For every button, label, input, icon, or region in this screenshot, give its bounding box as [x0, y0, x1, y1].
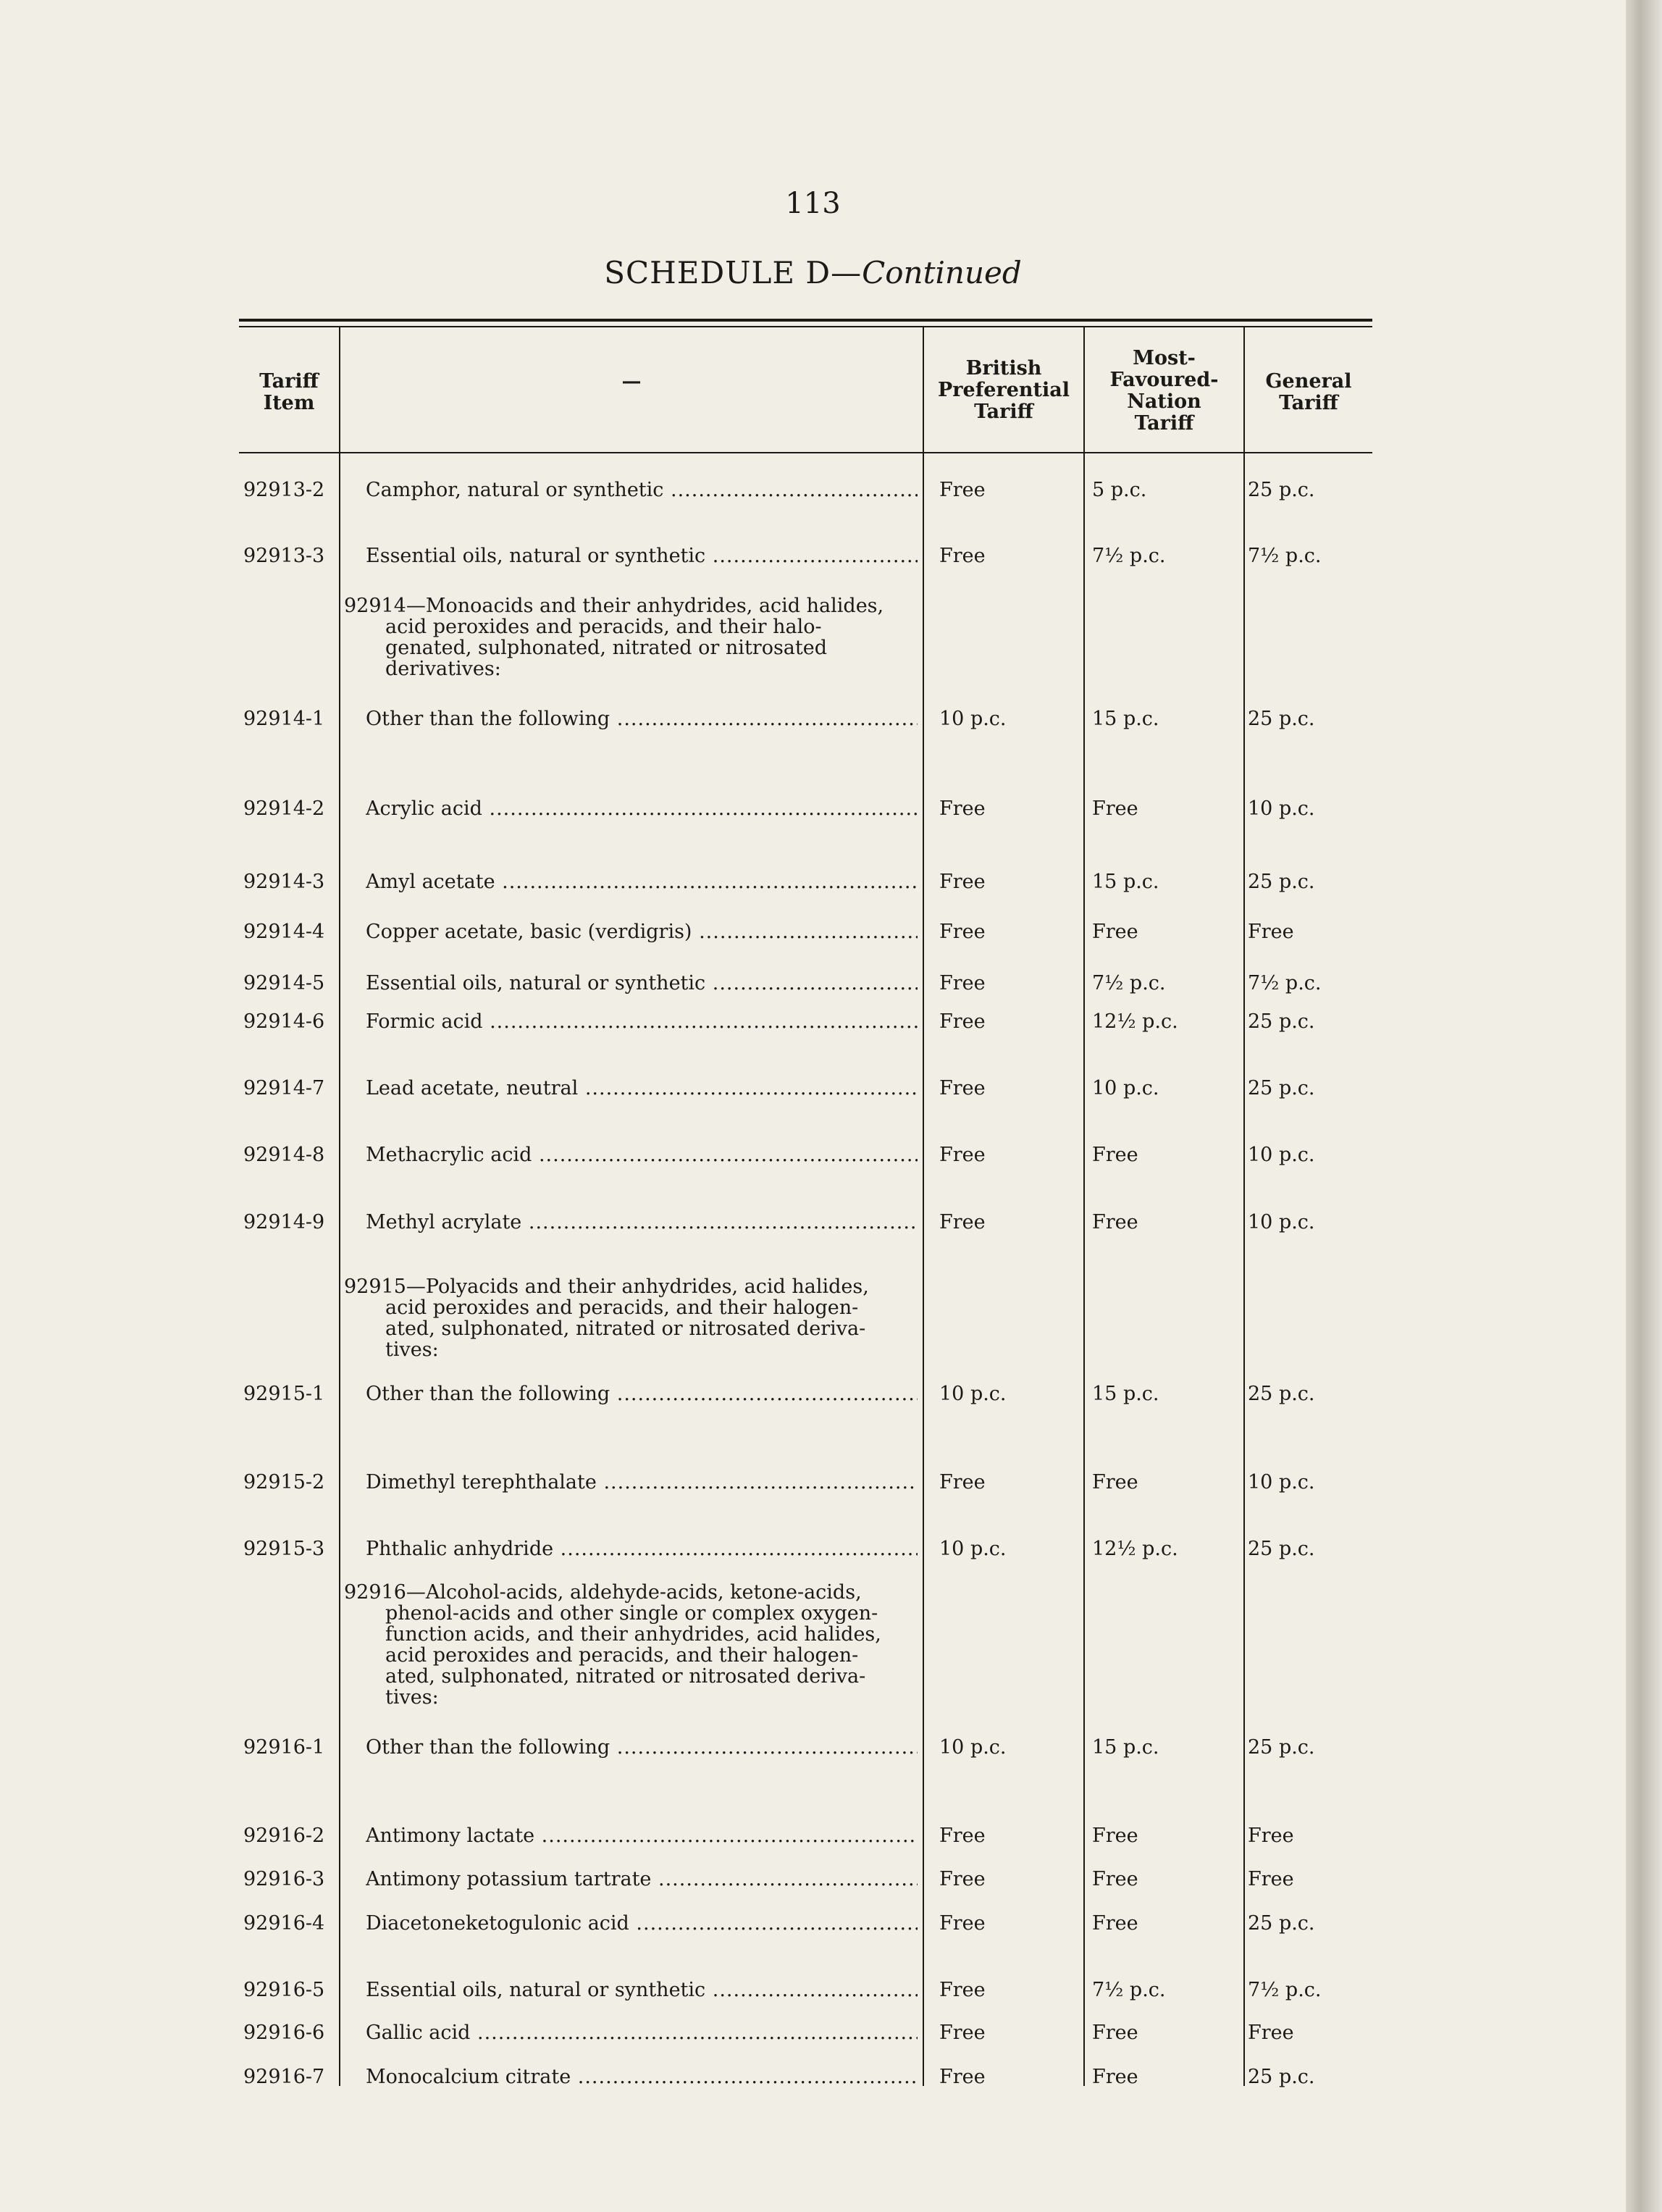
british-preferential-rate: Free [939, 1010, 986, 1033]
general-rate: 25 p.c. [1248, 1538, 1315, 1560]
mfn-rate: 12½ p.c. [1092, 1010, 1178, 1033]
schedule-title-main: SCHEDULE D— [604, 255, 863, 290]
tariff-item-number: 92914-6 [243, 1010, 325, 1033]
general-rate: 25 p.c. [1248, 708, 1315, 730]
mfn-rate: 7½ p.c. [1092, 972, 1166, 994]
tariff-item-number: 92915-3 [243, 1538, 325, 1560]
mfn-rate: 5 p.c. [1092, 479, 1147, 501]
british-preferential-rate: Free [939, 2066, 986, 2088]
general-rate: 7½ p.c. [1248, 545, 1322, 567]
tariff-item-number: 92913-3 [243, 545, 325, 567]
general-rate: 10 p.c. [1248, 1144, 1315, 1166]
mfn-rate: 15 p.c. [1092, 871, 1159, 893]
general-rate: 7½ p.c. [1248, 972, 1322, 994]
mfn-rate: 12½ p.c. [1092, 1538, 1178, 1560]
item-description: Antimony potassium tartrate ..... [366, 1869, 918, 1890]
header-british-preferential [924, 358, 1083, 423]
header-british-line: British [965, 357, 1042, 380]
british-preferential-rate: Free [939, 797, 986, 820]
group-heading-92916 [344, 1582, 920, 1708]
tariff-item-number: 92916-6 [243, 2022, 325, 2044]
item-description: Other than the following ..... [366, 1737, 918, 1759]
british-preferential-rate: Free [939, 1211, 986, 1233]
item-description: Essential oils, natural or synthetic ..... [366, 1980, 918, 2001]
mfn-rate: Free [1092, 1825, 1138, 1847]
group-heading-92915 [344, 1276, 920, 1360]
header-description: — [621, 370, 642, 393]
header-british-line: Tariff [974, 401, 1033, 423]
item-description: Methacrylic acid ..... [366, 1144, 918, 1166]
group-heading-line: tives: [385, 1338, 439, 1361]
page-edge-shadow [1626, 0, 1662, 2212]
tariff-item-number: 92914-7 [243, 1077, 325, 1099]
group-heading-line: function acids, and their anhydrides, acid halides, [385, 1623, 881, 1646]
column-divider-british [1083, 327, 1085, 2086]
tariff-item-number: 92916-4 [243, 1912, 325, 1935]
mfn-rate: Free [1092, 797, 1138, 820]
british-preferential-rate: Free [939, 1825, 986, 1847]
tariff-item-number: 92913-2 [243, 479, 325, 501]
top-rule-thick [239, 319, 1372, 322]
mfn-rate: Free [1092, 1471, 1138, 1493]
british-preferential-rate: Free [939, 545, 986, 567]
item-description: Essential oils, natural or synthetic ..... [366, 973, 918, 994]
group-heading-line: 92914—Monoacids and their anhydrides, acid halides, [344, 595, 884, 617]
item-description: Antimony lactate ..... [366, 1825, 918, 1847]
general-rate: 7½ p.c. [1248, 1979, 1322, 2001]
british-preferential-rate: Free [939, 1471, 986, 1493]
column-divider-desc [923, 327, 924, 2086]
item-description: Essential oils, natural or synthetic ..... [366, 545, 918, 567]
british-preferential-rate: Free [939, 479, 986, 501]
general-rate: Free [1248, 1825, 1294, 1847]
item-description: Monocalcium citrate ..... [366, 2066, 918, 2088]
british-preferential-rate: 10 p.c. [939, 1538, 1007, 1560]
british-preferential-rate: Free [939, 921, 986, 943]
mfn-rate: 15 p.c. [1092, 1736, 1159, 1759]
item-description: Amyl acetate ..... [366, 871, 918, 893]
mfn-rate: 10 p.c. [1092, 1077, 1159, 1099]
header-tariff-item [239, 371, 339, 414]
item-description: Camphor, natural or synthetic ..... [366, 479, 918, 501]
tariff-item-number: 92916-3 [243, 1868, 325, 1890]
general-rate: 25 p.c. [1248, 1736, 1315, 1759]
item-description: Other than the following ..... [366, 708, 918, 730]
british-preferential-rate: 10 p.c. [939, 708, 1007, 730]
tariff-item-number: 92914-8 [243, 1144, 325, 1166]
header-british-line: Preferential [937, 379, 1070, 401]
general-rate: Free [1248, 2022, 1294, 2044]
general-rate: 25 p.c. [1248, 1077, 1315, 1099]
header-general-line: General [1265, 370, 1352, 393]
general-rate: 25 p.c. [1248, 479, 1315, 501]
mfn-rate: 15 p.c. [1092, 1383, 1159, 1405]
mfn-rate: Free [1092, 1144, 1138, 1166]
british-preferential-rate: Free [939, 1144, 986, 1166]
group-heading-line: ated, sulphonated, nitrated or nitrosated deriva- [385, 1665, 866, 1688]
item-description: Dimethyl terephthalate ..... [366, 1472, 918, 1493]
group-heading-line: tives: [385, 1686, 439, 1709]
mfn-rate: Free [1092, 2066, 1138, 2088]
tariff-item-number: 92914-5 [243, 972, 325, 994]
group-heading-92914 [344, 595, 920, 679]
header-rule [239, 452, 1372, 453]
group-heading-line: ated, sulphonated, nitrated or nitrosated deriva- [385, 1317, 866, 1340]
item-description: Phthalic anhydride ..... [366, 1538, 918, 1560]
mfn-rate: Free [1092, 921, 1138, 943]
item-description: Acrylic acid ..... [366, 798, 918, 820]
group-heading-line: 92915—Polyacids and their anhydrides, acid halides, [344, 1275, 869, 1298]
schedule-title [0, 255, 1626, 290]
item-description: Methyl acrylate ..... [366, 1212, 918, 1233]
mfn-rate: Free [1092, 1211, 1138, 1233]
group-heading-line: derivatives: [385, 658, 501, 680]
tariff-item-number: 92914-2 [243, 797, 325, 820]
header-general [1245, 371, 1372, 414]
group-heading-line: 92916—Alcohol-acids, aldehyde-acids, ketone-acids, [344, 1581, 862, 1604]
british-preferential-rate: Free [939, 1077, 986, 1099]
british-preferential-rate: Free [939, 1912, 986, 1935]
header-mfn-line: Most- [1133, 347, 1196, 369]
mfn-rate: 7½ p.c. [1092, 1979, 1166, 2001]
tariff-item-number: 92914-4 [243, 921, 325, 943]
tariff-item-number: 92916-1 [243, 1736, 325, 1759]
general-rate: 10 p.c. [1248, 1471, 1315, 1493]
top-rule-thin [239, 326, 1372, 327]
tariff-item-number: 92915-1 [243, 1383, 325, 1405]
british-preferential-rate: Free [939, 1868, 986, 1890]
item-description: Other than the following ..... [366, 1383, 918, 1405]
british-preferential-rate: Free [939, 972, 986, 994]
item-description: Diacetoneketogulonic acid ..... [366, 1913, 918, 1935]
group-heading-line: acid peroxides and peracids, and their halogen- [385, 1296, 859, 1319]
mfn-rate: Free [1092, 1868, 1138, 1890]
column-divider-item [339, 327, 340, 2086]
group-heading-line: phenol-acids and other single or complex oxygen- [385, 1602, 878, 1625]
general-rate: 25 p.c. [1248, 1383, 1315, 1405]
group-heading-line: acid peroxides and peracids, and their halogen- [385, 1644, 859, 1667]
british-preferential-rate: Free [939, 1979, 986, 2001]
item-description: Gallic acid ..... [366, 2022, 918, 2044]
group-heading-line: acid peroxides and peracids, and their halo- [385, 616, 822, 638]
group-heading-line: genated, sulphonated, nitrated or nitrosated [385, 637, 828, 659]
mfn-rate: 15 p.c. [1092, 708, 1159, 730]
general-rate: 25 p.c. [1248, 1912, 1315, 1935]
general-rate: 25 p.c. [1248, 1010, 1315, 1033]
general-rate: Free [1248, 921, 1294, 943]
tariff-item-number: 92914-3 [243, 871, 325, 893]
general-rate: 10 p.c. [1248, 1211, 1315, 1233]
item-description: Lead acetate, neutral ..... [366, 1078, 918, 1099]
general-rate: Free [1248, 1868, 1294, 1890]
general-rate: 25 p.c. [1248, 871, 1315, 893]
header-tariff-item-line: Tariff [259, 370, 319, 393]
tariff-item-number: 92916-7 [243, 2066, 325, 2088]
british-preferential-rate: 10 p.c. [939, 1736, 1007, 1759]
general-rate: 25 p.c. [1248, 2066, 1315, 2088]
tariff-item-number: 92916-2 [243, 1825, 325, 1847]
item-description: Formic acid ..... [366, 1011, 918, 1033]
mfn-rate: Free [1092, 2022, 1138, 2044]
mfn-rate: Free [1092, 1912, 1138, 1935]
header-mfn-line: Favoured- [1109, 369, 1219, 391]
tariff-item-number: 92915-2 [243, 1471, 325, 1493]
header-mfn-line: Nation [1127, 390, 1201, 413]
tariff-item-number: 92914-9 [243, 1211, 325, 1233]
tariff-item-number: 92914-1 [243, 708, 325, 730]
column-divider-mfn [1243, 327, 1245, 2086]
general-rate: 10 p.c. [1248, 797, 1315, 820]
british-preferential-rate: 10 p.c. [939, 1383, 1007, 1405]
header-tariff-item-line: Item [263, 392, 315, 414]
british-preferential-rate: Free [939, 2022, 986, 2044]
page-number: 113 [785, 187, 841, 220]
schedule-title-continued: Continued [862, 255, 1022, 290]
british-preferential-rate: Free [939, 871, 986, 893]
item-description: Copper acetate, basic (verdigris) ..... [366, 921, 918, 943]
header-general-line: Tariff [1279, 392, 1338, 414]
mfn-rate: 7½ p.c. [1092, 545, 1166, 567]
tariff-item-number: 92916-5 [243, 1979, 325, 2001]
header-mfn-line: Tariff [1134, 412, 1194, 435]
header-most-favoured-nation [1085, 348, 1243, 435]
